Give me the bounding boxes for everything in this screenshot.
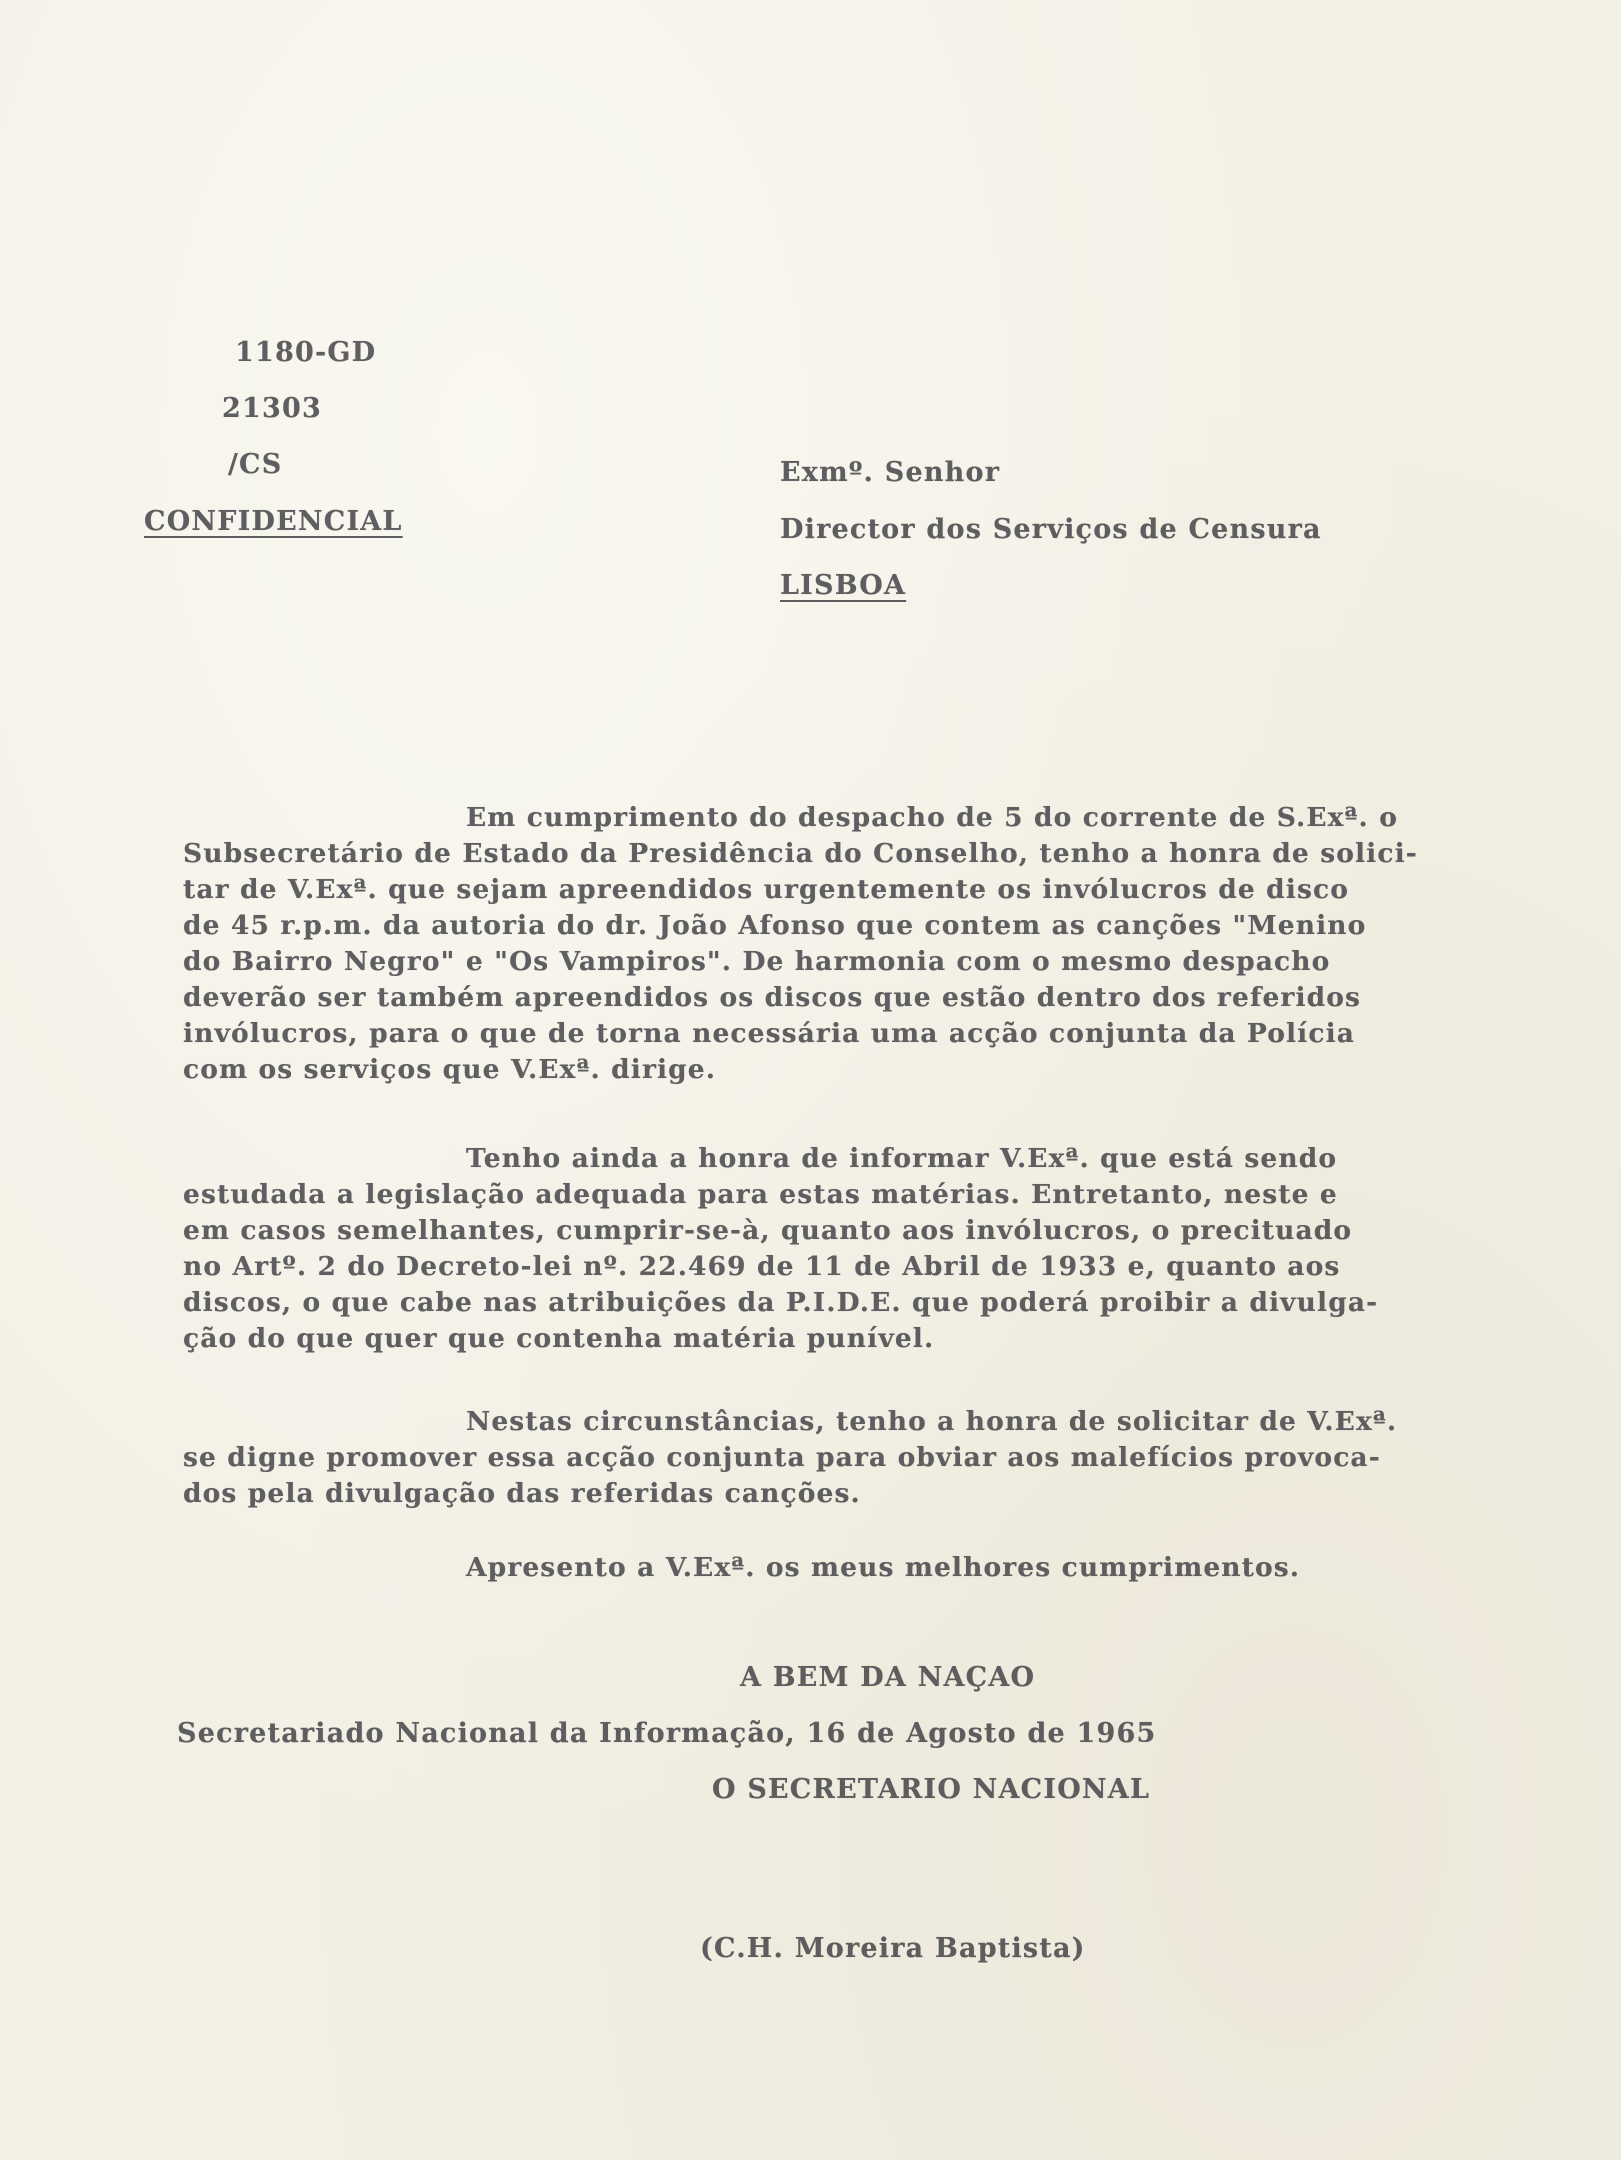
paragraph-line: Tenho ainda a honra de informar V.Exª. que está sendo xyxy=(466,1143,1338,1174)
paragraph-line: Apresento a V.Exª. os meus melhores cumprimentos. xyxy=(466,1552,1301,1583)
addressee-title: Director dos Serviços de Censura xyxy=(780,514,1322,545)
paragraph-line: estudada a legislação adequada para estas matérias. Entretanto, neste e xyxy=(183,1179,1338,1210)
body-paragraph-1 xyxy=(183,800,1493,1088)
paragraph-line: dos pela divulgação das referidas canções. xyxy=(183,1478,861,1509)
classification-label: CONFIDENCIAL xyxy=(144,506,403,537)
paragraph-line: se digne promover essa acção conjunta para obviar aos malefícios provoca- xyxy=(183,1442,1381,1473)
closing-place-date: Secretariado Nacional da Informação, 16 de Agosto de 1965 xyxy=(177,1718,1157,1749)
paragraph-line: de 45 r.p.m. da autoria do dr. João Afonso que contem as canções "Menino xyxy=(183,910,1367,941)
paragraph-line: do Bairro Negro" e "Os Vampiros". De harmonia com o mesmo despacho xyxy=(183,946,1331,977)
paragraph-line: Subsecretário de Estado da Presidência do Conselho, tenho a honra de solici- xyxy=(183,838,1418,869)
paragraph-line: deverão ser também apreendidos os discos que estão dentro dos referidos xyxy=(183,982,1362,1013)
body-paragraph-4 xyxy=(183,1550,1493,1586)
paragraph-line: Em cumprimento do despacho de 5 do corrente de S.Exª. o xyxy=(466,802,1398,833)
addressee-salutation: Exmº. Senhor xyxy=(780,457,1001,488)
paragraph-line: ção do que quer que contenha matéria punível. xyxy=(183,1323,935,1354)
signatory-title: O SECRETARIO NACIONAL xyxy=(712,1774,1151,1805)
paragraph-line: no Artº. 2 do Decreto-lei nº. 22.469 de 11 de Abril de 1933 e, quanto aos xyxy=(183,1251,1341,1282)
closing-motto: A BEM DA NAÇAO xyxy=(740,1662,1036,1693)
signatory-name: (C.H. Moreira Baptista) xyxy=(700,1933,1086,1964)
paragraph-line: com os serviços que V.Exª. dirige. xyxy=(183,1054,717,1085)
body-paragraph-3 xyxy=(183,1404,1493,1512)
reference-number-2: 21303 xyxy=(222,393,322,424)
body-paragraph-2 xyxy=(183,1141,1493,1357)
reference-number-1: 1180-GD xyxy=(235,337,377,368)
paragraph-line: discos, o que cabe nas atribuições da P.I.D.E. que poderá proibir a divulga- xyxy=(183,1287,1379,1318)
paragraph-line: em casos semelhantes, cumprir-se-à, quanto aos invólucros, o precituado xyxy=(183,1215,1353,1246)
addressee-city: LISBOA xyxy=(780,570,907,601)
paragraph-line: Nestas circunstâncias, tenho a honra de solicitar de V.Exª. xyxy=(466,1406,1398,1437)
paragraph-line: invólucros, para o que de torna necessária uma acção conjunta da Polícia xyxy=(183,1018,1356,1049)
paragraph-line: tar de V.Exª. que sejam apreendidos urgentemente os invólucros de disco xyxy=(183,874,1349,905)
reference-number-3: /CS xyxy=(228,449,283,480)
